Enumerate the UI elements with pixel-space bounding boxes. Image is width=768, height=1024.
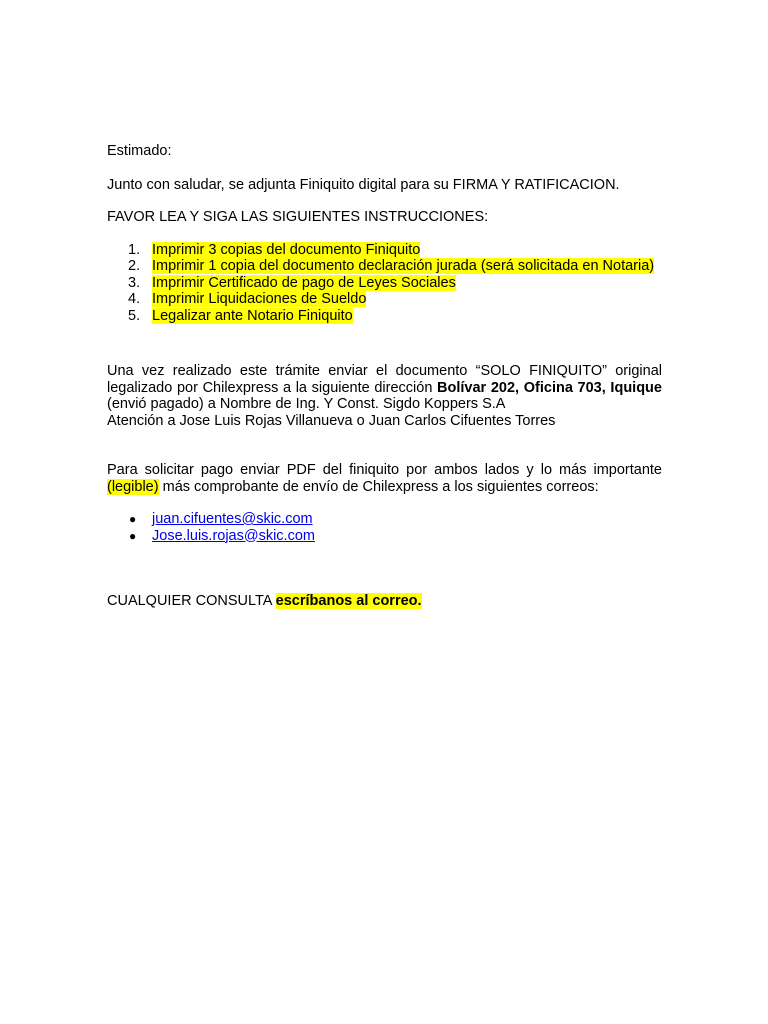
instruction-item: [107, 291, 662, 308]
attention-line: Atención a Jose Luis Rojas Villanueva o Juan Carlos Cifuentes Torres: [107, 412, 556, 429]
closing-text: CUALQUIER CONSULTA: [107, 593, 276, 609]
instruction-number: 3.: [128, 274, 141, 291]
shipping-paragraph: [107, 363, 662, 413]
payment-text-end: más comprobante de envío de Chilexpress a los siguientes correos:: [158, 478, 599, 495]
email-item: [107, 511, 662, 528]
instruction-number: 2.: [128, 258, 141, 274]
instructions-list: [107, 242, 662, 325]
instruction-text: Imprimir 1 copia del documento declaración jurada (será solicitada en Notaria): [152, 258, 655, 274]
letter-body: [107, 143, 662, 610]
instruction-text: Imprimir Liquidaciones de Sueldo: [152, 291, 367, 307]
shipping-text: Una vez realizado este trámite enviar el documento “SOLO FINIQUITO” original legalizado por Chilexpress a la siguiente dirección: [107, 363, 662, 396]
payment-text: Para solicitar pago enviar PDF del finiquito por ambos lados y lo más importante: [107, 462, 662, 478]
email-link-juan[interactable]: juan.cifuentes@skic.com: [152, 511, 313, 527]
email-item: [107, 528, 662, 545]
greeting: Estimado:: [107, 143, 172, 159]
email-list: [107, 511, 662, 544]
closing-line: [107, 593, 662, 610]
instruction-text: Legalizar ante Notario Finiquito: [152, 307, 353, 324]
bullet-icon: ●: [129, 512, 137, 526]
instructions-title: FAVOR LEA Y SIGA LAS SIGUIENTES INSTRUCCIONES:: [107, 209, 489, 225]
bullet-icon: ●: [129, 528, 137, 543]
instruction-text: Imprimir 3 copias del documento Finiquito: [152, 241, 421, 258]
instruction-item: [107, 242, 662, 259]
instruction-number: 1.: [128, 241, 141, 258]
instruction-number: 5.: [128, 307, 141, 324]
instruction-text: Imprimir Certificado de pago de Leyes Sociales: [152, 274, 456, 291]
legible-highlight: (legible): [107, 478, 159, 495]
shipping-address: Bolívar 202, Oficina 703, Iquique: [437, 379, 662, 396]
payment-paragraph: [107, 462, 662, 495]
email-link-jose[interactable]: Jose.luis.rojas@skic.com: [152, 527, 315, 544]
shipping-text-end: (envió pagado) a Nombre de Ing. Y Const. Sigdo Koppers S.A: [107, 396, 506, 412]
closing-highlight: escríbanos al correo.: [275, 593, 422, 609]
intro-paragraph: Junto con saludar, se adjunta Finiquito digital para su FIRMA Y RATIFICACION.: [107, 176, 620, 193]
instruction-item: [107, 258, 662, 275]
instruction-item: [107, 308, 662, 325]
instruction-number: 4.: [128, 291, 141, 307]
instruction-item: [107, 275, 662, 292]
